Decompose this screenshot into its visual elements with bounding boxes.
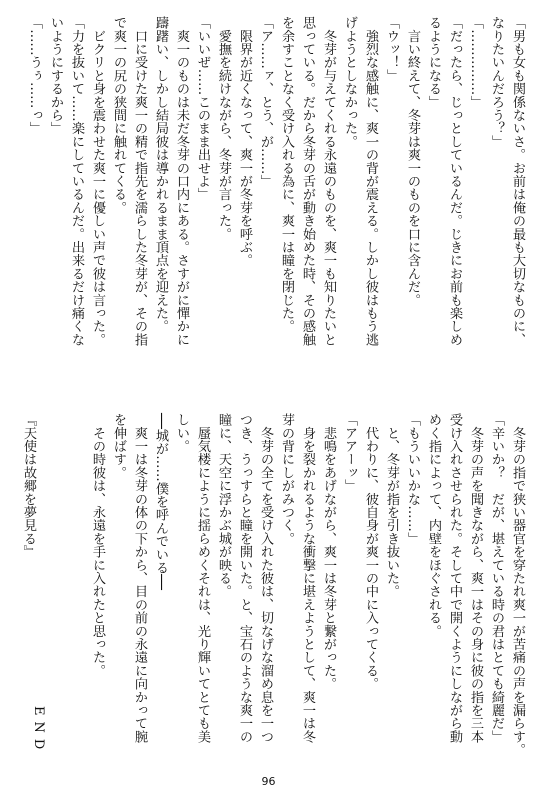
text-line: 悲鳴をあげながら、爽一は冬芽と繋がった。 (321, 413, 336, 691)
text-line: 芽の背にしがみつく。 (279, 413, 294, 545)
text-line: 冬芽の声を聞きながら、爽一はその身に彼の指を三本 (468, 413, 483, 743)
text-line: 「……………」 (468, 16, 483, 109)
text-line: ──城が……僕を呼んでいる── (153, 413, 168, 590)
text-line: 「ア……ァ、とう、が……」 (258, 16, 273, 188)
text-line: ビクリと身を震わせた爽一に優しい声で彼は言った。 (90, 16, 105, 346)
text-block-top (12, 16, 528, 368)
text-line: 愛撫を続けながら、冬芽が言った。 (216, 16, 231, 241)
text-line: つき、うっすらと瞳を開いた。と、宝石のような爽一の (237, 413, 252, 743)
text-line: 受け入れさせられた。そして中で開くようにしながら動 (447, 413, 462, 743)
text-line: 「ウッ！」 (384, 16, 399, 82)
text-line: 冬芽が与えてくれる永遠のものを、爽一も知りたいと (321, 16, 336, 346)
text-line: 爽一のものは未だ冬芽の口内にある。さすがに憚かに (174, 16, 189, 346)
text-line: その時彼は、永遠を手に入れたと思った。 (90, 413, 105, 677)
text-line: るようになる」 (426, 16, 441, 109)
text-line: 「いいぜ……このまま出せよ」 (195, 16, 210, 201)
text-line: と、冬芽が指を引き抜いた。 (384, 413, 399, 598)
text-line: 言い終えて、冬芽は爽一のものを口に含んだ。 (405, 16, 420, 307)
text-line: げようとしなかった。 (342, 16, 357, 148)
text-line: 「だったら、じっとしているんだ。じきにお前も楽しめ (447, 16, 462, 346)
text-line: 「アアーッ」 (342, 413, 357, 493)
text-line: めく指によって、内壁をほぐされる。 (426, 413, 441, 638)
text-line: なりたいんだろう？」 (489, 16, 504, 148)
text-line: 強烈な感触に、爽一の背が震える。しかし彼はもう逃 (363, 16, 378, 346)
text-line: 冬芽の全てを受け入れた彼は、切なげな溜め息を一つ (258, 413, 273, 743)
text-line: 躊躇い、しかし結局彼は導かれるまま頂点を迎えた。 (153, 16, 168, 333)
text-line: で爽一の尻の狭間に触れてくる。 (111, 16, 126, 214)
text-line: 身を裂かれるような衝撃に堪えようとして、爽一は冬 (300, 413, 315, 743)
text-line: 思っている。だから冬芽の舌が動き始めた時、その感触 (300, 16, 315, 346)
text-line: 代わりに、彼自身が爽一の中に入ってくる。 (363, 413, 378, 691)
end-mark: END (31, 706, 46, 756)
text-line: 口に受けた爽一の精で指先を濡らした冬芽が、その指 (132, 16, 147, 346)
text-line: を余すことなく受け入れる為に、爽一は瞳を閉じた。 (279, 16, 294, 333)
text-line: 「もういいかな……」 (405, 413, 420, 545)
text-line: しい。 (174, 413, 189, 453)
text-line: 蜃気楼にように揺らめくそれは、光り輝いてとても美 (195, 413, 210, 743)
text-line: 「男も女も関係ないさ。お前は俺の最も大切なものに、 (510, 16, 525, 346)
text-line: いようにするから」 (48, 16, 63, 135)
page-number: 96 (261, 775, 276, 788)
text-block-bottom (12, 413, 528, 759)
text-line: を伸ばす。 (111, 413, 126, 479)
text-line: 「辛いか？ だが、堪えている時の君はとても綺麗だ」 (489, 413, 504, 743)
text-line: 爽一は冬芽の体の下から、目の前の永遠に向かって腕 (132, 413, 147, 743)
text-line: 冬芽の指で狭い器官を穿たれ爽一が苦痛の声を漏らす。 (510, 413, 525, 757)
text-line: 限界が近くなって、爽一が冬芽を呼ぶ。 (237, 16, 252, 267)
text-line: 「……うぅ……っ」 (27, 16, 42, 135)
text-line: 「力を抜いて……楽にしているんだ。出来るだけ痛くな (69, 16, 84, 346)
work-title-signature: 『天使は故郷を夢見る』 (21, 413, 36, 559)
text-line: 瞳に、天空に浮かぶ城が映る。 (216, 413, 231, 598)
